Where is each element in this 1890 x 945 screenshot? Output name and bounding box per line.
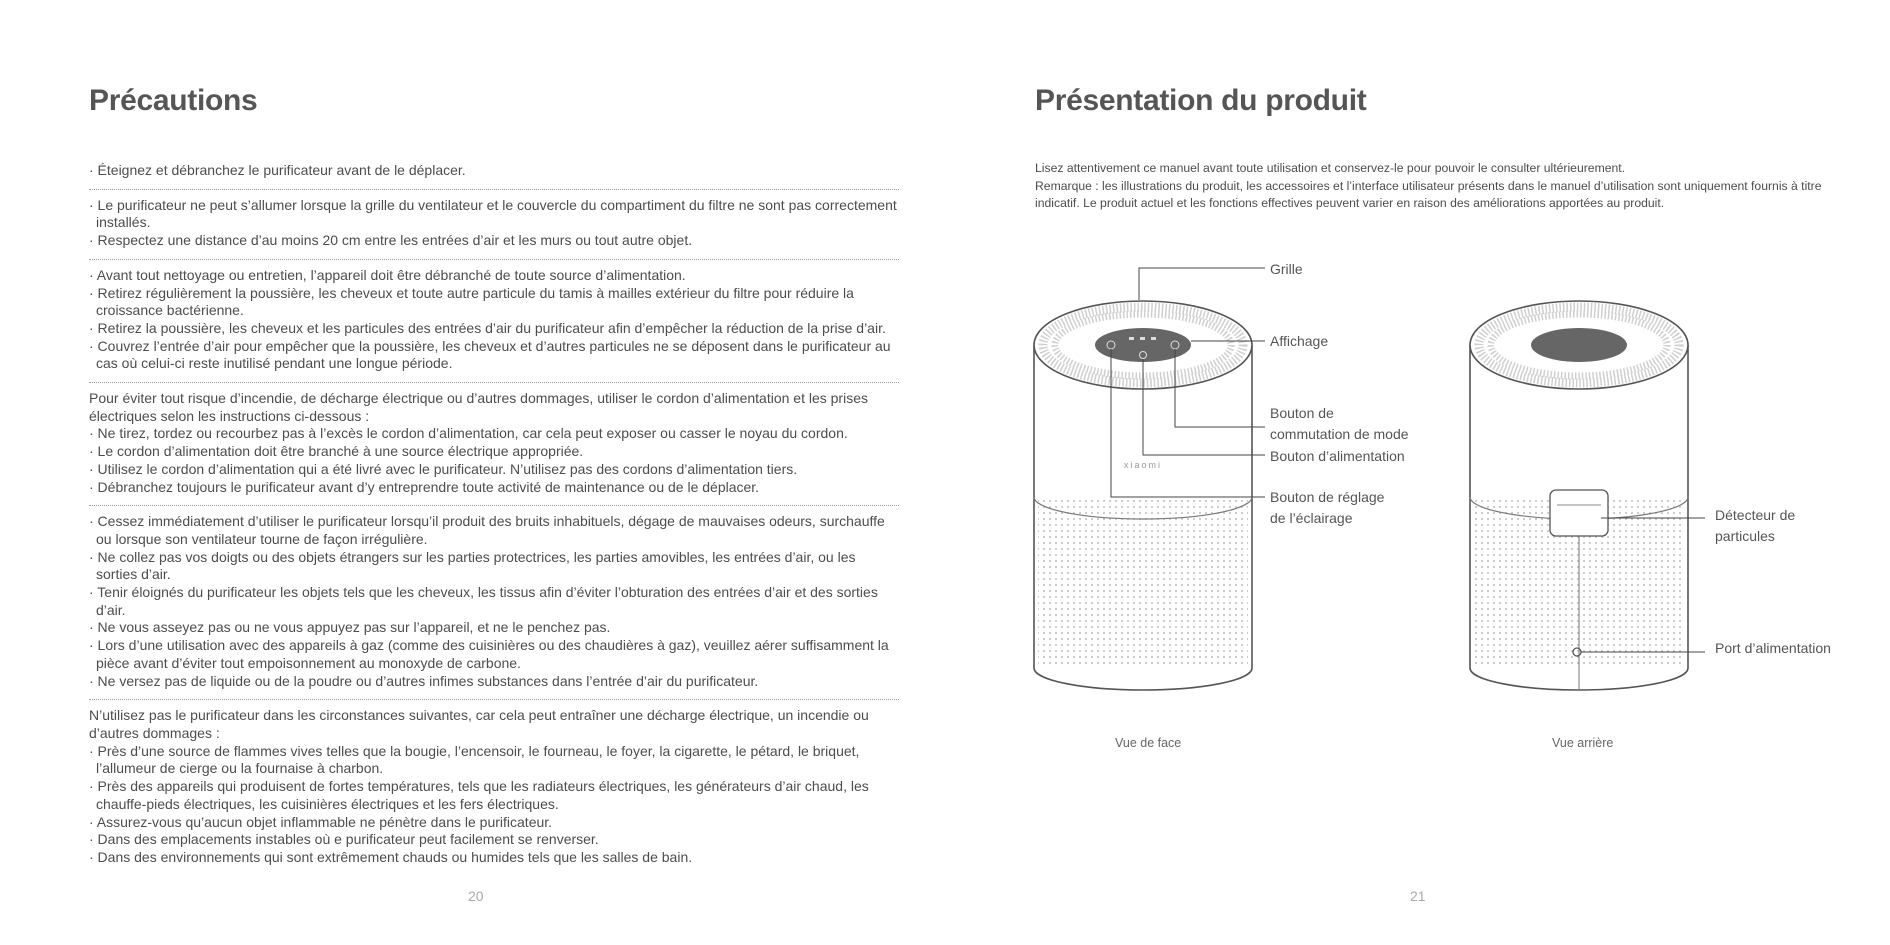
label-affichage: Affichage [1270, 333, 1329, 349]
label-mode-button [1270, 403, 1409, 445]
label-light-button [1270, 487, 1384, 529]
precaution-item: · Utilisez le cordon d’alimentation qui a été livré avec le purificateur. N’utilisez pas des cordons d’alimentation tiers. [89, 460, 798, 477]
precaution-item: · Retirez la poussière, les cheveux et les particules des entrées d’air du purificateur afin d’empêcher la réduction de la prise d’air. [89, 319, 886, 336]
label-particle-detector [1715, 505, 1795, 547]
intro-line-1: Lisez attentivement ce manuel avant toute utilisation et conservez-le pour pouvoir le consulter ultérieurement. [1035, 161, 1626, 175]
precaution-item: · Éteignez et débranchez le purificateur avant de le déplacer. [89, 162, 466, 178]
precaution-item: · Débranchez toujours le purificateur avant d’y entreprendre toute activité de maintenance ou de le déplacer. [89, 478, 760, 495]
precaution-item: · Ne tirez, tordez ou recourbez pas à l’excès le cordon d’alimentation, car cela peut exposer ou casser le noyau du cordon. [89, 425, 848, 442]
page-title-precautions: Précautions [89, 84, 258, 117]
precaution-group [89, 259, 899, 377]
precaution-item: · Ne versez pas de liquide ou de la poudre ou d’autres infimes substances dans l’entrée d’air du purificateur. [89, 672, 759, 689]
display-indicator [1151, 337, 1156, 340]
precautions-list [89, 160, 899, 871]
precaution-item: · Près d’une source de flammes vives telles que la bougie, l’encensoir, le fourneau, le foyer, la cigarette, le pétard, le briquet, l’allumeur de cierge ou la fournaise à charbon. [89, 742, 860, 777]
label-grille: Grille [1270, 261, 1303, 277]
precaution-item: · Avant tout nettoyage ou entretien, l’appareil doit être débranché de toute source d’alimentation. [89, 266, 686, 283]
label-power-button: Bouton d’alimentation [1270, 448, 1405, 464]
display-indicator [1140, 337, 1145, 340]
precaution-item: · Cessez immédiatement d’utiliser le purificateur lorsqu’il produit des bruits inhabituels, dégage de mauvaises odeurs, surchauffe ou lorsque son ventilateur tourne de façon irrégulière. [89, 513, 885, 547]
label-mode-line-2: commutation de mode [1270, 426, 1409, 442]
precaution-item: · Respectez une distance d’au moins 20 cm entre les entrées d’air et les murs ou tout autre objet. [89, 232, 693, 249]
precaution-item: · Près des appareils qui produisent de fortes températures, tels que les radiateurs électriques, les générateurs d’air chaud, les chauffe-pieds électriques, les cuisinières électriques et les fers électriques. [89, 778, 869, 812]
caption-back-view: Vue arrière [1552, 736, 1614, 750]
label-light-line-2: de l’éclairage [1270, 510, 1353, 526]
precaution-group [89, 189, 899, 254]
precaution-item: · Le purificateur ne peut s’allumer lorsque la grille du ventilateur et le couvercle du compartiment du filtre ne sont pas correctement installés. [89, 196, 897, 231]
particle-sensor-icon [1550, 490, 1608, 536]
caption-front-view: Vue de face [1115, 736, 1182, 750]
precaution-item: N’utilisez pas le purificateur dans les circonstances suivantes, car cela peut entraîner une décharge électrique, un incendie ou d’autres dommages : [89, 707, 869, 741]
precaution-item: · Tenir éloignés du purificateur les objets tels que les cheveux, les tissus afin d’éviter l’obturation des entrées d’air et des sorties d’air. [89, 584, 878, 618]
precaution-item: Pour éviter tout risque d’incendie, de décharge électrique ou d’autres dommages, utiliser le cordon d’alimentation et les prises électriques selon les instructions ci-dessous : [89, 390, 868, 424]
brand-label: xiaomi [1123, 460, 1163, 470]
label-light-line-1: Bouton de réglage [1270, 489, 1385, 505]
precaution-group [89, 160, 899, 184]
precaution-group [89, 505, 899, 694]
leader-grille [1139, 268, 1265, 300]
label-power-port: Port d’alimentation [1715, 640, 1831, 656]
page-number-right: 21 [1410, 888, 1426, 904]
precaution-item: · Ne vous asseyez pas ou ne vous appuyez pas sur l’appareil, et ne le penchez pas. [89, 619, 611, 636]
back-display-panel [1531, 328, 1627, 362]
precaution-item: · Assurez-vous qu’aucun objet inflammable ne pénètre dans le purificateur. [89, 813, 553, 830]
page-number-left: 20 [468, 888, 484, 904]
precaution-group [89, 382, 899, 500]
purifier-front-view [1034, 268, 1265, 690]
precaution-group [89, 699, 899, 870]
label-detector-line-1: Détecteur de [1715, 507, 1796, 523]
display-panel [1095, 328, 1191, 362]
label-detector-line-2: particules [1715, 528, 1775, 544]
product-diagram [945, 0, 1890, 945]
precaution-item: · Lors d’une utilisation avec des appareils à gaz (comme des cuisinières ou des chaudières à gaz), veuillez aérer suffisamment la pièce avant d’éviter tout empoisonnement au monoxyde de carbone. [89, 637, 889, 671]
front-mesh-pattern [1038, 500, 1248, 668]
display-indicator [1129, 337, 1134, 340]
precaution-item: · Dans des environnements qui sont extrêmement chauds ou humides tels que les salles de bain. [89, 848, 693, 865]
precaution-item: · Retirez régulièrement la poussière, les cheveux et toute autre particule du tamis à mailles extérieur du filtre pour réduire la croissance bactérienne. [89, 284, 854, 319]
precaution-item: · Couvrez l’entrée d’air pour empêcher que la poussière, les cheveux et d’autres particules ne se déposent dans le purificateur au cas où celui-ci reste inutilisé pendant une longue période. [89, 337, 891, 372]
precaution-item: · Dans des emplacements instables où e purificateur peut facilement se renverser. [89, 831, 599, 848]
page-right [945, 0, 1890, 945]
label-mode-line-1: Bouton de [1270, 405, 1334, 421]
intro-line-2: Remarque : les illustrations du produit, les accessoires et l’interface utilisateur présents dans le manuel d’utilisation sont uniquement fournis à titre indicatif. Le produit actuel et les fonctions effectives peuvent varier en raison des améliorations apportées au produit. [1035, 178, 1822, 210]
purifier-back-view [1470, 301, 1705, 690]
precaution-item: · Ne collez pas vos doigts ou des objets étrangers sur les parties protectrices, les parties amovibles, les entrées d’air, ou les sorties d’air. [89, 548, 856, 583]
page-title-presentation: Présentation du produit [1035, 84, 1367, 117]
precaution-item: · Le cordon d’alimentation doit être branché à une source électrique appropriée. [89, 443, 584, 460]
